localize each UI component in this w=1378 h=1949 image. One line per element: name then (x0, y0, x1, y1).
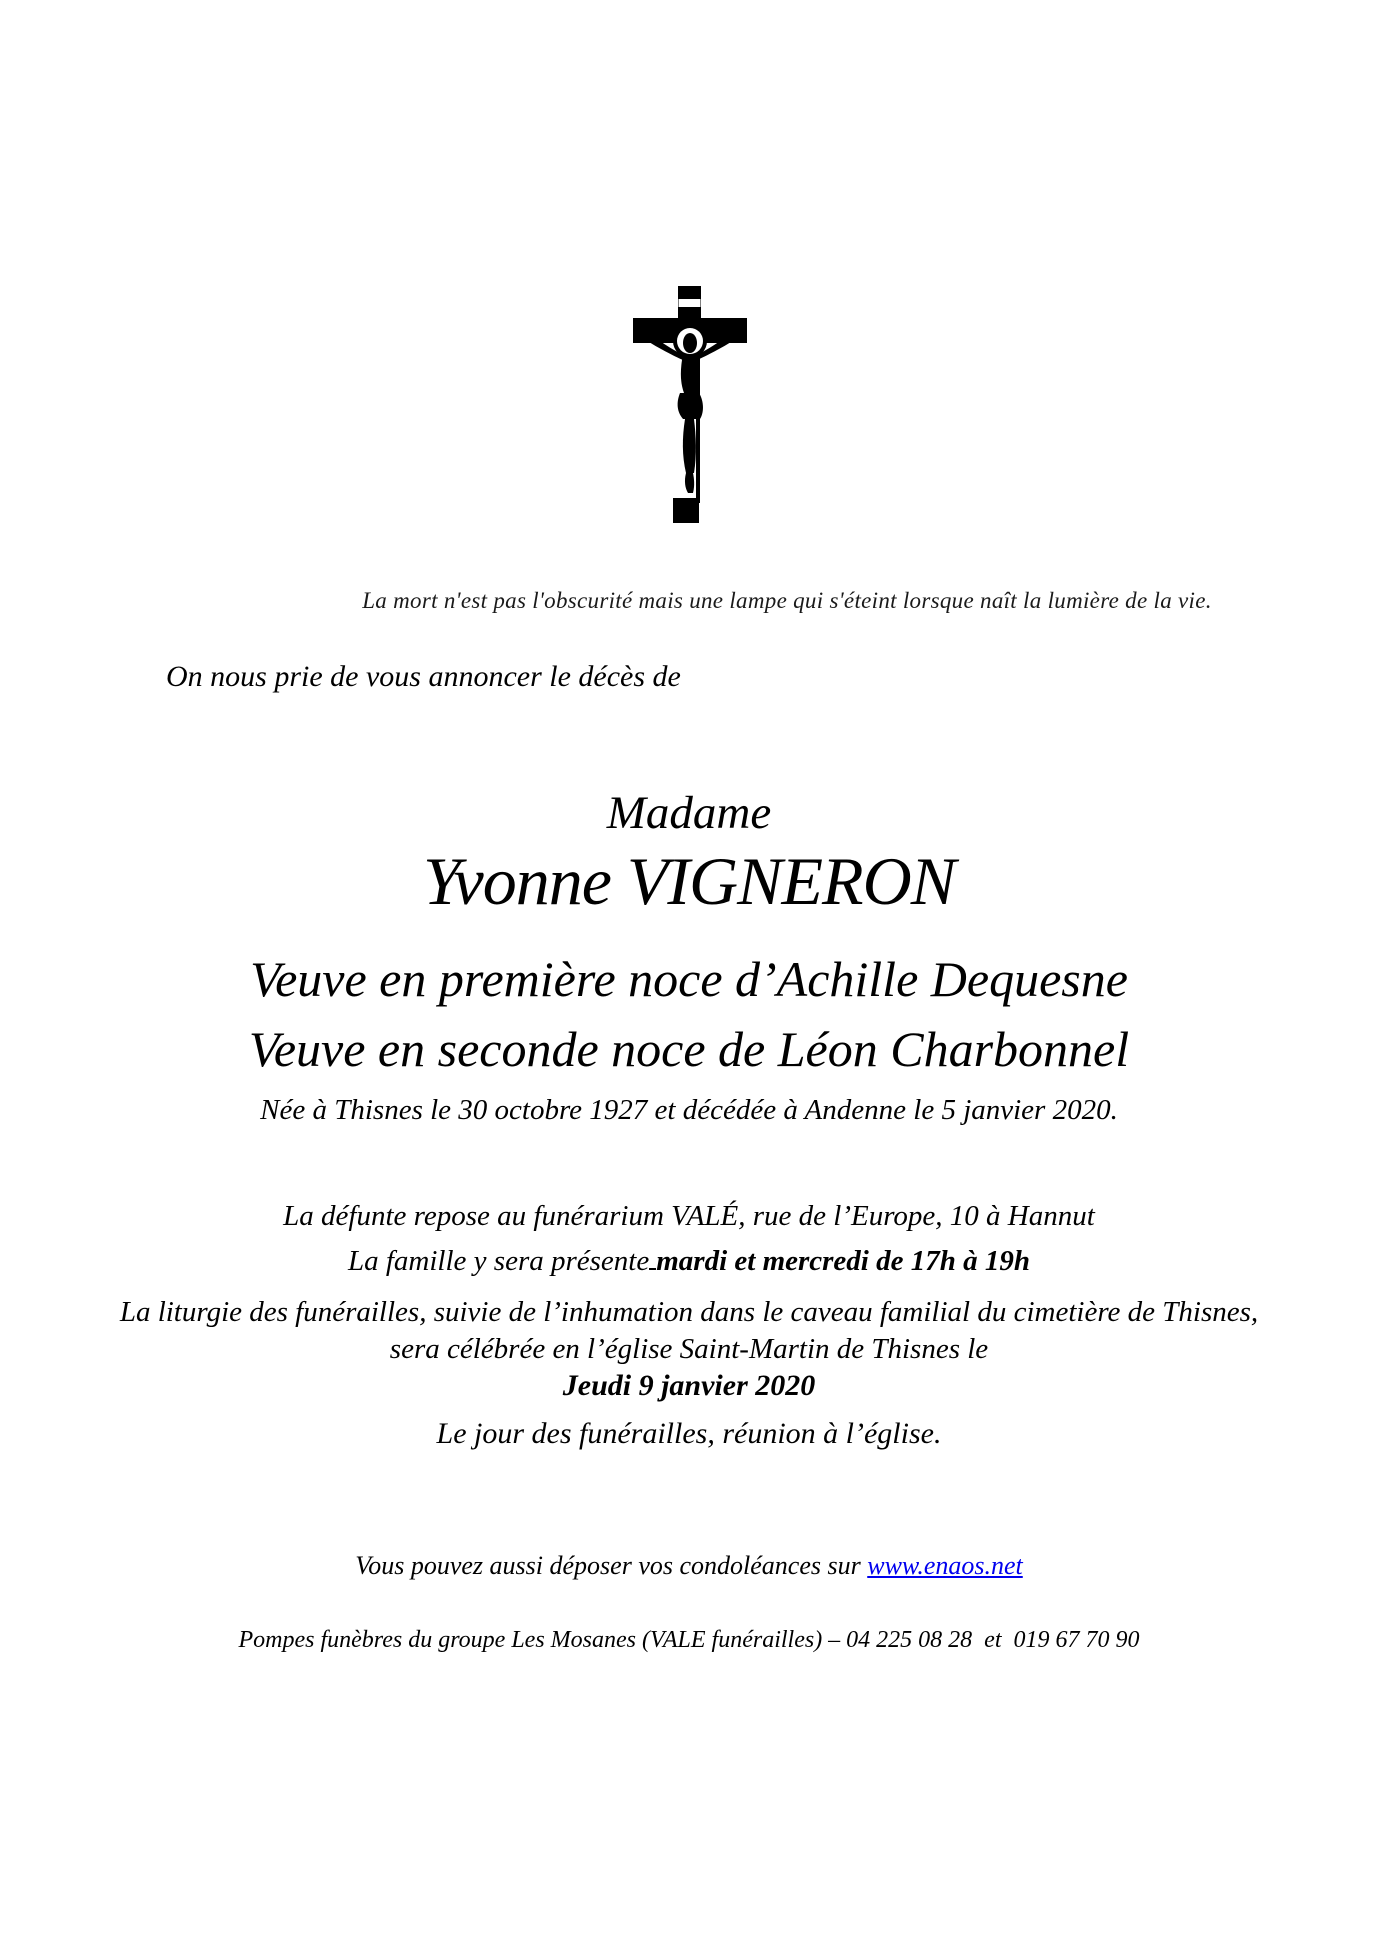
liturgy-line-2: sera célébrée en l’église Saint-Martin de Thisnes le (389, 1333, 989, 1365)
visit-times: mardi et mercredi de 17h à 19h (656, 1245, 1030, 1277)
epitaph-quote: La mort n'est pas l'obscurité mais une lampe qui s'éteint lorsque naît la lumière de la vie. (362, 588, 1212, 613)
birth-death-line: Née à Thisnes le 30 octobre 1927 et décédée à Andenne le 5 janvier 2020. (260, 1094, 1118, 1126)
announcement-line: On nous prie de vous annoncer le décès de (166, 660, 681, 693)
honorific: Madame (606, 787, 772, 839)
visit-prefix: La famille y sera présente (348, 1245, 650, 1277)
liturgy-date: Jeudi 9 janvier 2020 (562, 1369, 816, 1402)
widow-line-1: Veuve en première noce d’Achille Dequesne (250, 951, 1128, 1007)
liturgy-line-1: La liturgie des funérailles, suivie de l’inhumation dans le caveau familial du cimetière de Thisnes, (119, 1296, 1259, 1328)
visiting-hours-line (0, 1241, 1378, 1278)
funeral-home-line: Pompes funèbres du groupe Les Mosanes (VALE funérailles) – 04 225 08 28 et 019 67 70 90 (238, 1627, 1140, 1653)
gathering-line: Le jour des funérailles, réunion à l’église. (436, 1417, 942, 1450)
condolences-prefix: Vous pouvez aussi déposer vos condoléances sur (355, 1551, 868, 1580)
condolences-link[interactable]: www.enaos.net (867, 1551, 1023, 1580)
repose-line: La défunte repose au funérarium VALÉ, rue de l’Europe, 10 à Hannut (283, 1200, 1095, 1232)
widow-line-2: Veuve en seconde noce de Léon Charbonnel (248, 1021, 1130, 1077)
deceased-name: Yvonne VIGNERON (422, 843, 956, 919)
condolences-line (0, 1551, 1378, 1581)
crucifix-icon (633, 286, 747, 523)
